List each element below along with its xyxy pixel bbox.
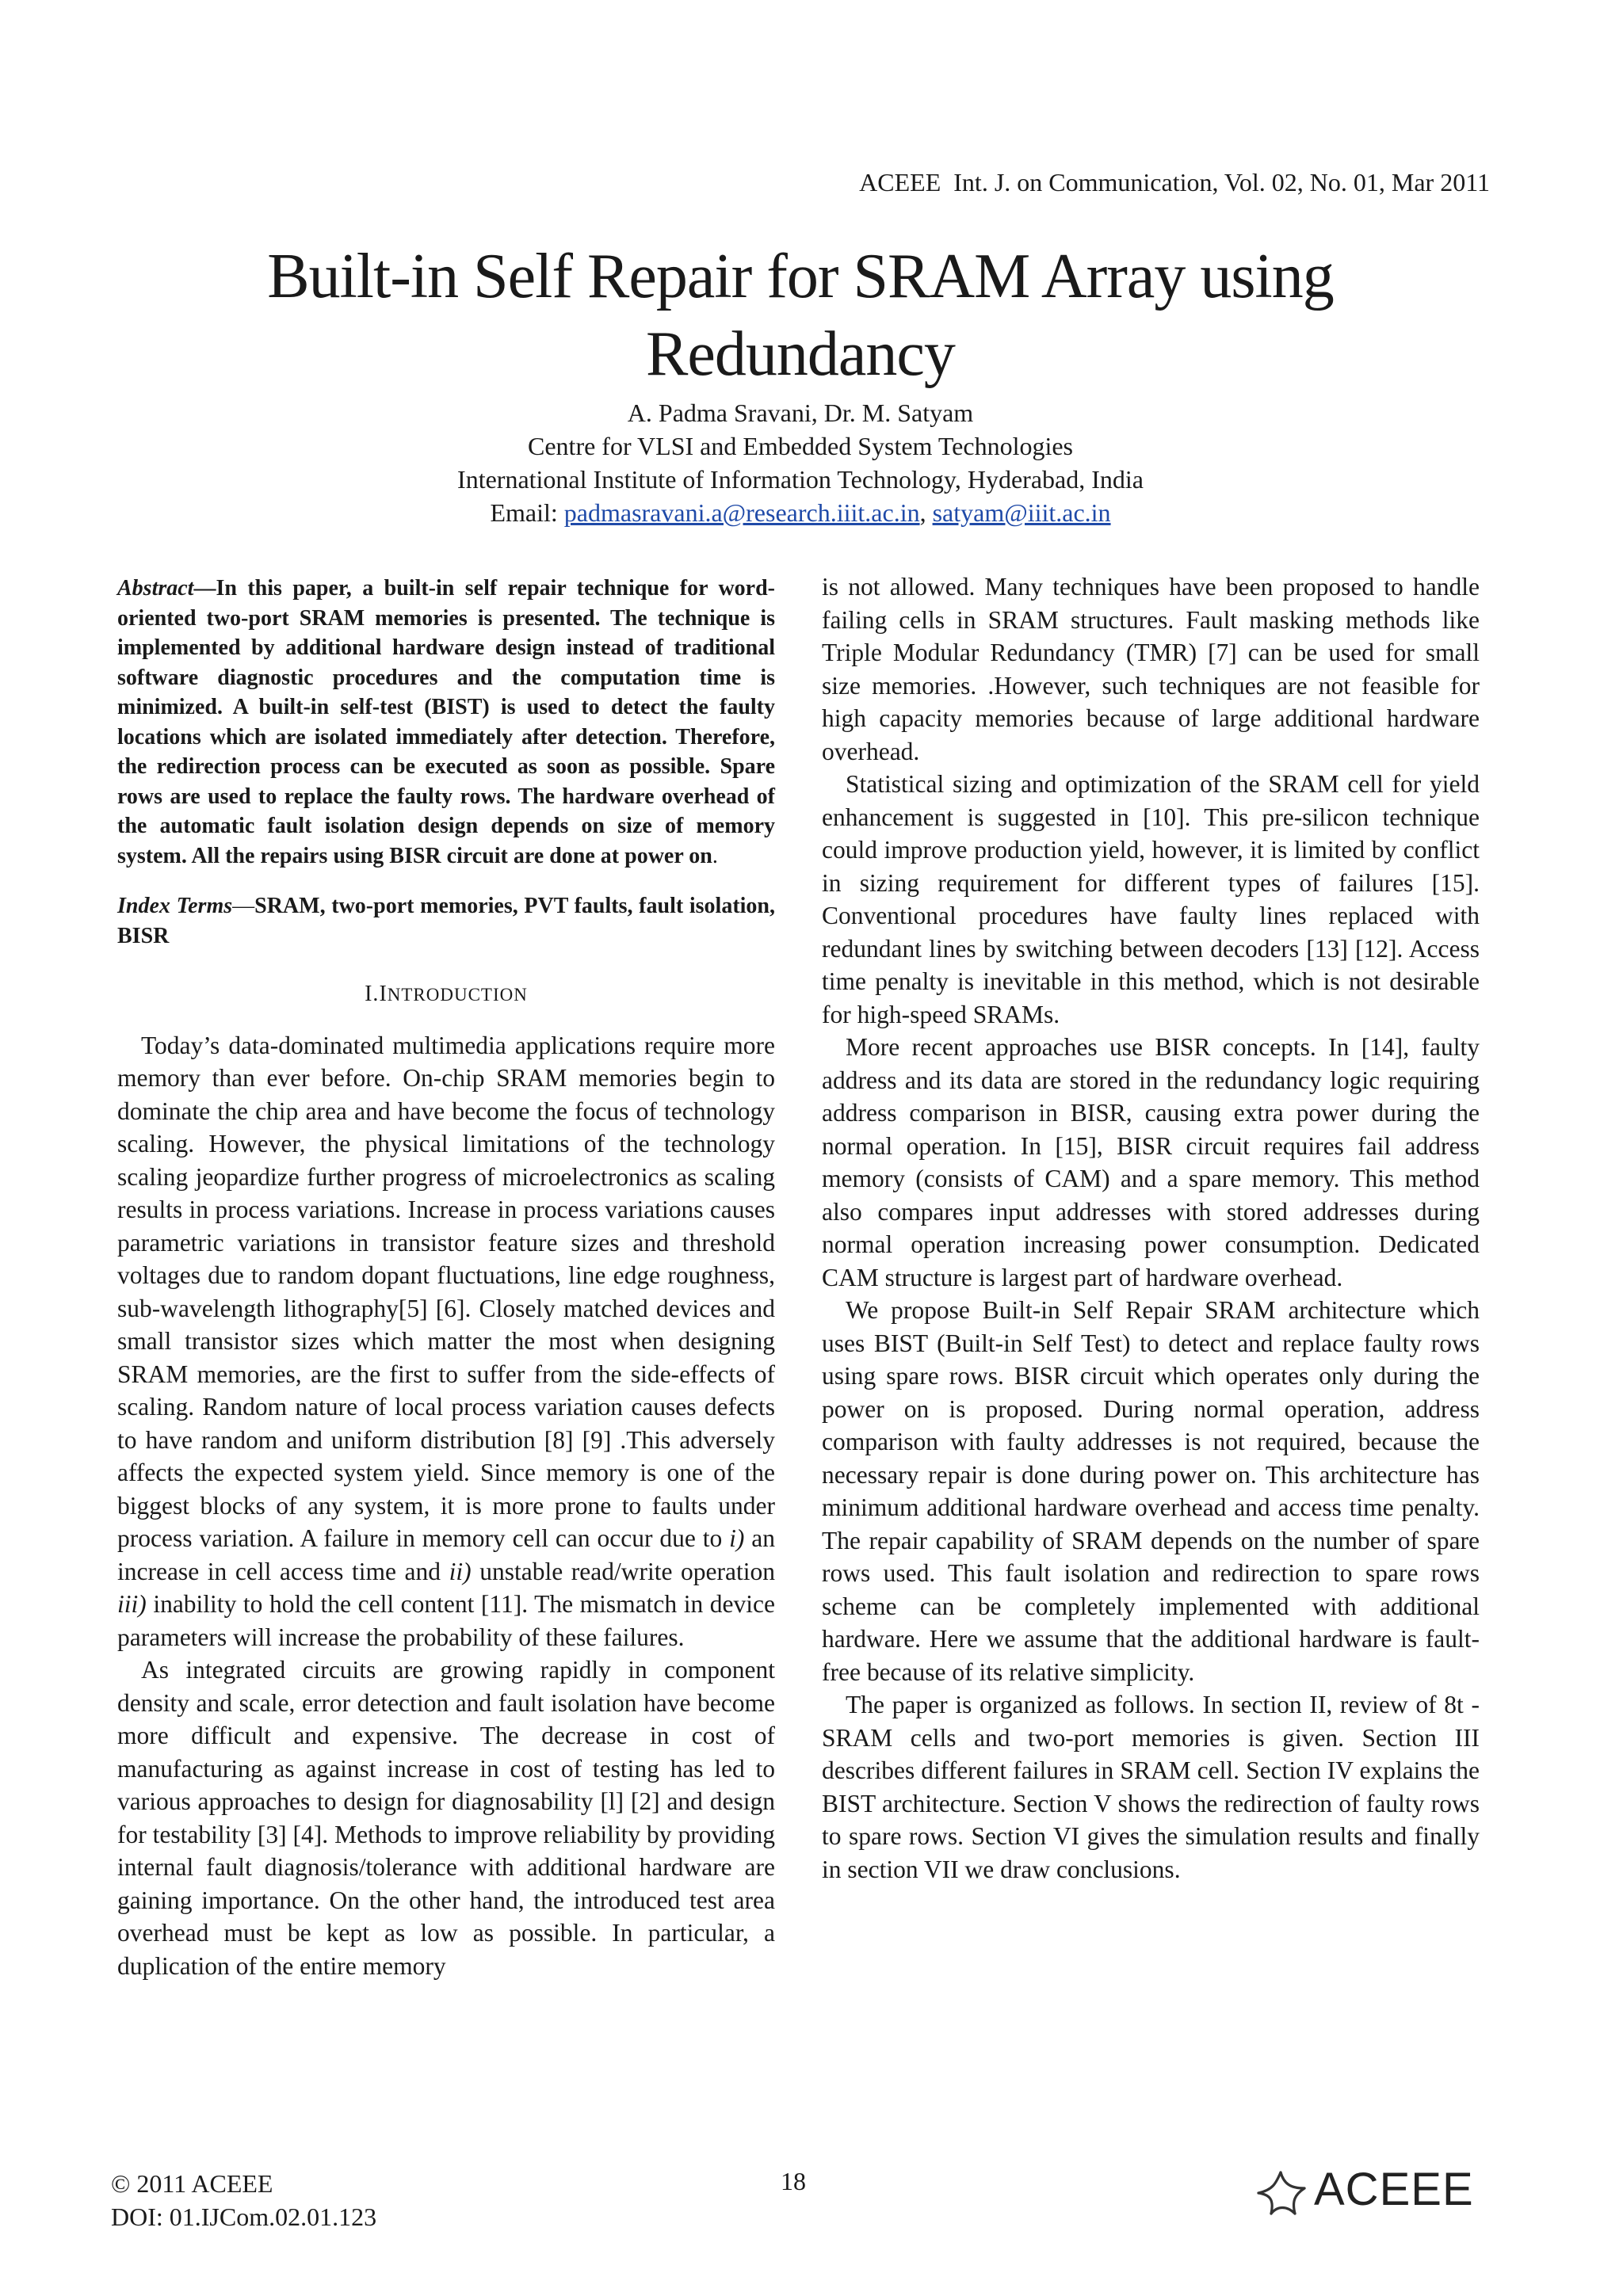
affiliation-2: International Institute of Information Technology, Hyderabad, India <box>457 465 1144 494</box>
page-number: 18 <box>781 2167 806 2195</box>
footer-info <box>111 2167 376 2233</box>
section-first-letter: I <box>379 982 388 1006</box>
title-line-1: Built-in Self Repair for SRAM Array using <box>267 242 1334 311</box>
intro-paragraph-2: As integrated circuits are growing rapidly in component density and scale, error detection and fault isolation have become more difficult and expensive. The decrease in cost of manufacturing as against increase in cost of testing has led to various approaches to design for diagnosability [l] [2] and design for testability [3] [4]. Methods to improve reliability by providing internal fault diagnosis/tolerance with additional hardware are gaining importance. On the other hand, the introduced test area overhead must be kept as low as possible. In particular, a duplication of the entire memory <box>117 1656 775 1980</box>
intro-paragraph-1: Today’s data-dominated multimedia applications require more memory than ever before. On-chip SRAM memories begin to dominate the chip area and have become the focus of technology scaling. However, the physical limitations of the technology scaling jeopardize further progress of microelectronics as scaling results in process variations. Increase in process variations causes parametric variations in transistor feature sizes and threshold voltages due to random dopant fluctuations, line edge roughness, sub-wavelength lithography[5] [6]. Closely matched devices and small transistor sizes which matter the most when designing SRAM memories, are the first to suffer from the side-effects of scaling. Random nature of local process variation causes defects to have random and uniform distribution [8] [9] .This adversely affects the expected system yield. Since memory is one of the biggest blocks of any system, it is more prone to faults under process variation. A failure in memory cell can occur due to i) an increase in cell access time and ii) unstable read/write operation iii) inability to hold the cell content [11]. The mismatch in device parameters will increase the probability of these failures. <box>117 1031 776 1651</box>
paper-title <box>119 238 1482 393</box>
email-link-1[interactable]: padmasravani.a@research.iiit.ac.in <box>563 498 920 527</box>
index-terms-dash: — <box>232 894 255 918</box>
intro-paragraph-4: Statistical sizing and optimization of the SRAM cell for yield enhancement is suggested in [10]. This pre-silicon technique could improve production yield, however, it is limited by conflict in sizing requirement for different types of failures [15]. Conventional procedures have faulty lines replaced with redundant lines by switching between decoders [13] [12]. Access time penalty is inevitable in this method, which is not desirable for high-speed SRAMs. <box>822 770 1480 1028</box>
email-separator: , <box>919 498 933 527</box>
running-head: ACEEE Int. J. on Communication, Vol. 02, No. 01, Mar 2011 <box>859 168 1490 196</box>
intro-paragraph-5: More recent approaches use BISR concepts. In [14], faulty address and its data are stored in the redundancy logic requiring address comparison in BISR, causing extra power during the normal operation. In [15], BISR circuit requires fail address memory (consists of CAM) and a spare memory. This method also compares input addresses with stored addresses during normal operation increasing power consumption. Dedicated CAM structure is largest part of hardware overhead. <box>822 1033 1480 1291</box>
aceee-star-logo-icon <box>1252 2166 1311 2218</box>
affiliation-1: Centre for VLSI and Embedded System Technologies <box>528 432 1073 460</box>
section-heading-introduction <box>117 978 775 1012</box>
aceee-logo <box>1252 2163 1490 2218</box>
section-number: I. <box>365 982 380 1006</box>
abstract-end: . <box>712 843 718 868</box>
author-block <box>119 396 1482 529</box>
left-column <box>117 574 775 1982</box>
index-terms <box>117 891 775 951</box>
index-terms-label: Index Terms <box>117 894 233 918</box>
intro-paragraph-3: is not allowed. Many techniques have been proposed to handle failing cells in SRAM structures. Fault masking methods like Triple Modular Redundancy (TMR) [7] can be used for small size memories. .However, such techniques are not feasible for high capacity memories because of large additional hardware overhead. <box>822 573 1480 765</box>
intro-paragraph-6: We propose Built-in Self Repair SRAM architecture which uses BIST (Built-in Self Test) to detect and replace faulty rows using spare rows. BISR circuit which operates only during the power on is proposed. During normal operation, address comparison with faulty addresses is not required, because the necessary repair is done during power on. This architecture has minimum additional hardware overhead and access time penalty. The repair capability of SRAM depends on the number of spare rows used. This fault isolation and redirection to spare rows scheme can be completely implemented with additional hardware. Here we assume that the additional hardware is fault-free because of its relative simplicity. <box>822 1296 1480 1686</box>
copyright: © 2011 ACEEE <box>111 2169 273 2198</box>
intro-paragraph-7: The paper is organized as follows. In section II, review of 8t - SRAM cells and two-port memories is given. Section III describes different failures in SRAM cell. Section IV explains the BIST architecture. Section V shows the redirection of faulty rows to spare rows. Section VI gives the simulation results and finally in section VII we draw conclusions. <box>822 1691 1480 1883</box>
abstract-text: In this paper, a built-in self repair technique for word-oriented two-port SRAM memories is presented. The technique is implemented by additional hardware design instead of traditional software diagnostic procedures and the computation time is minimized. A built-in self-test (BIST) is used to detect the faulty locations which are isolated immediately after detection. Therefore, the redirection process can be executed as soon as possible. Spare rows are used to replace the faulty rows. The hardware overhead of the automatic fault isolation design depends on size of memory system. All the repairs using BISR circuit are done at power on <box>117 576 775 868</box>
abstract <box>117 574 775 871</box>
email-line <box>119 496 1482 529</box>
index-terms-text: SRAM, two-port memories, PVT faults, fault isolation, BISR <box>117 894 776 948</box>
author-names: A. Padma Sravani, Dr. M. Satyam <box>627 399 974 427</box>
section-rest: NTRODUCTION <box>387 985 528 1005</box>
email-link-2[interactable]: satyam@iiit.ac.in <box>932 498 1111 527</box>
title-line-2: Redundancy <box>646 319 955 389</box>
right-column <box>822 570 1480 1886</box>
abstract-dash: — <box>193 576 216 601</box>
abstract-label: Abstract <box>117 576 194 601</box>
email-label: Email: <box>490 498 564 527</box>
doi: DOI: 01.IJCom.02.01.123 <box>111 2203 377 2231</box>
logo-text: ACEEE <box>1314 2164 1474 2215</box>
